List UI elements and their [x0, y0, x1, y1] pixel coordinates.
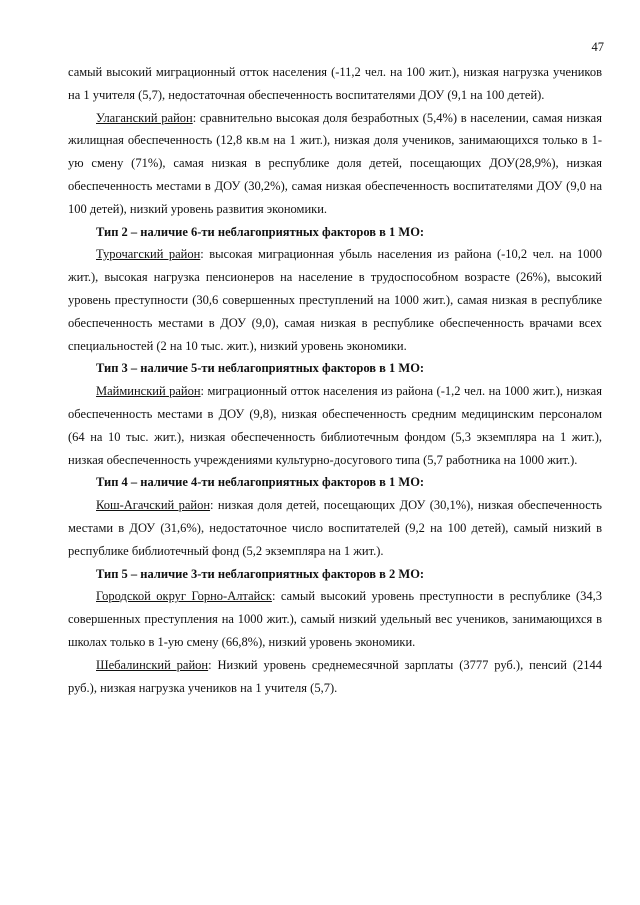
- heading-type-3: Тип 3 – наличие 5-ти неблагоприятных факторов в 1 МО:: [96, 361, 425, 376]
- document-body: [68, 61, 602, 699]
- district-name: Майминский район: [96, 384, 201, 399]
- paragraph-body: : Низкий уровень среднемесячной зарплаты (3777 руб.), пенсий (2144 руб.), низкая нагрузка учеников на 1 учителя (5,7).: [68, 657, 602, 695]
- paragraph-kosh-agach: [68, 494, 602, 562]
- heading-type-2: Тип 2 – наличие 6-ти неблагоприятных факторов в 1 МО:: [96, 224, 425, 239]
- paragraph-turochak: [68, 243, 602, 357]
- paragraph-continuation: [68, 61, 602, 107]
- district-name: Турочагский район: [96, 247, 201, 262]
- district-name: Шебалинский район: [96, 657, 209, 672]
- paragraph-body: : самый высокий уровень преступности в республике (34,3 совершенных преступления на 1000 жит.), самый низкий удельный вес учеников, занимающихся в школах только в 1-ую смену (66,8%), низкий уровень экономики.: [68, 589, 602, 649]
- paragraph-body: самый высокий миграционный отток населения (-11,2 чел. на 100 жит.), низкая нагрузка учеников на 1 учителя (5,7), недостаточная обеспеченность воспитателями ДОУ (9,1 на 100 детей).: [68, 65, 602, 102]
- heading-type-5: Тип 5 – наличие 3-ти неблагоприятных факторов в 2 МО:: [96, 566, 425, 581]
- paragraph-mayma: [68, 380, 602, 471]
- paragraph-body: : низкая доля детей, посещающих ДОУ (30,1%), низкая обеспеченность местами в ДОУ (31,6%), недостаточное число воспитателей (9,2 на 100 детей), самый низкий в республике библиотечный фонд (5,2 экземпляра на 1 жит.).: [68, 498, 602, 558]
- district-name: Улаганский район: [96, 110, 193, 125]
- heading-type-4: Тип 4 – наличие 4-ти неблагоприятных факторов в 1 МО:: [96, 475, 425, 490]
- paragraph-body: : высокая миграционная убыль населения из района (-10,2 чел. на 1000 жит.), высокая нагрузка пенсионеров на население в трудоспособном возрасте (26%), высокий уровень преступности (30,6 совершенных преступлений на 1000 жит.), самая низкая в республике обеспеченность местами в ДОУ (9,0), самая низкая в республике обеспеченность врачами всех специальностей (2 на 10 тыс. жит.), низкий уровень экономики.: [68, 247, 602, 353]
- paragraph-ulagan: [68, 107, 602, 221]
- district-name: Городской округ Горно-Алтайск: [96, 589, 272, 604]
- paragraph-body: : миграционный отток населения из района (-1,2 чел. на 1000 жит.), низкая обеспеченность местами в ДОУ (9,8), низкая обеспеченность средним медицинским персоналом (64 на 10 тыс. жит.), низкая обеспеченность библиотечным фондом (5,3 экземпляра на 1 жит.), низкая обеспеченность учреждениями культурно-досугового типа (5,7 работника на 1000 жит.).: [68, 384, 602, 467]
- page-number: 47: [591, 40, 604, 54]
- district-name: Кош-Агачский район: [96, 498, 211, 513]
- paragraph-shebalino: [68, 654, 602, 700]
- paragraph-gorno-altaysk: [68, 585, 602, 653]
- paragraph-body: : сравнительно высокая доля безработных (5,4%) в населении, самая низкая жилищная обеспеченность (12,8 кв.м на 1 жит.), низкая доля учеников, занимающихся только в 1-ую смену (71%), самая низкая в республике доля детей, посещающих ДОУ(28,9%), низкая обеспеченность местами в ДОУ (30,2%), самая низкая обеспеченность воспитателями ДОУ (9,0 на 100 детей), низкий уровень развития экономики.: [68, 110, 602, 216]
